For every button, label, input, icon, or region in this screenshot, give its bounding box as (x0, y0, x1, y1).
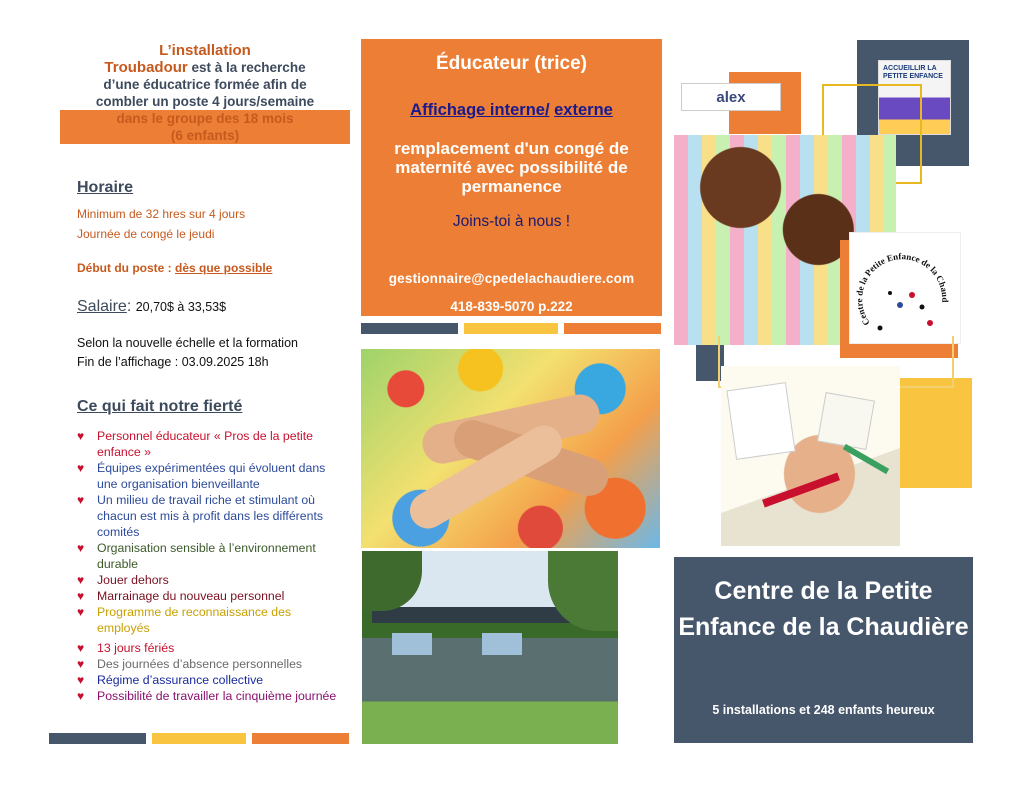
fierte-item-text: Programme de reconnaissance des employés (97, 605, 292, 635)
heart-bullet-icon: ♥ (77, 641, 85, 655)
salaire-row (77, 298, 226, 316)
fierte-item (77, 460, 347, 492)
fierte-item-text: Organisation sensible à l’environnement durable (97, 541, 316, 571)
intro-line-3: d’une éducatrice formée afin de (103, 77, 307, 92)
intro-text (60, 42, 350, 144)
fierte-item-text: Équipes expérimentées qui évoluent dans une organisation bienveillante (97, 461, 326, 491)
installation-name: Troubadour (104, 59, 188, 76)
intro-line-6: (6 enfants) (60, 127, 350, 144)
fierte-item-text: Des journées d’absence personnelles (97, 657, 303, 671)
fierte-item (77, 640, 347, 656)
affichage-externe: externe (554, 101, 613, 119)
fierte-item-text: Marrainage du nouveau personnel (97, 589, 285, 603)
cpe-logo-text: Centre de la Petite Enfance de la Chaud (854, 251, 951, 328)
fierte-item-text: Un milieu de travail riche et stimulant où chacun est mis à profit dans les différents comités (97, 493, 324, 539)
svg-text:Centre de la Petite Enfance de (850, 233, 950, 327)
decor-bar-yellow (152, 733, 246, 744)
decor-bar-orange-2 (564, 323, 661, 334)
alex-logo-text: alex (716, 88, 746, 106)
fierte-item-text: Personnel éducateur « Pros de la petite enfance » (97, 429, 314, 459)
heart-bullet-icon: ♥ (77, 605, 85, 619)
photo-building (362, 551, 618, 744)
fierte-item-text: Possibilité de travailler la cinquième journée (97, 689, 337, 703)
org-name: Centre de la Petite Enfance de la Chaudière (678, 577, 969, 641)
fierte-item-text: Régime d’assurance collective (97, 673, 264, 687)
fierte-heading: Ce qui fait notre fierté (77, 398, 243, 415)
decor-square-yellow (900, 378, 972, 488)
heart-bullet-icon: ♥ (77, 657, 85, 671)
heart-bullet-icon: ♥ (77, 541, 85, 555)
heart-bullet-icon: ♥ (77, 689, 85, 703)
salaire-heading: Salaire (77, 298, 127, 315)
heart-bullet-icon: ♥ (77, 573, 85, 587)
intro-line-4: combler un poste 4 jours/semaine (95, 94, 315, 109)
affichage-line (361, 101, 662, 120)
salaire-value: 20,70$ à 33,53$ (135, 300, 227, 314)
org-tagline: 5 installations et 248 enfants heureux (712, 703, 935, 717)
intro-line-1: L’installation (159, 42, 251, 59)
contact-phone[interactable]: 418-839-5070 p.222 (450, 299, 573, 314)
salaire-colon: : (126, 298, 136, 315)
fierte-item (77, 672, 347, 688)
fierte-item-text: Jouer dehors (97, 573, 169, 587)
horaire-line-2: Journée de congé le jeudi (77, 227, 215, 241)
fierte-item (77, 656, 347, 672)
heart-bullet-icon: ♥ (77, 429, 85, 443)
fierte-item (77, 688, 347, 704)
fierte-item-text: 13 jours fériés (97, 641, 175, 655)
fierte-item (77, 588, 347, 604)
join-text: Joins-toi à nous ! (452, 213, 571, 230)
intro-line-5: dans le groupe des 18 mois (60, 110, 350, 127)
fierte-item (77, 572, 347, 588)
affichage-interne: Affichage interne/ (410, 101, 550, 119)
fierte-list (77, 428, 347, 704)
debut-value: dès que possible (175, 261, 273, 275)
contact-email[interactable]: gestionnaire@cpedelachaudiere.com (388, 271, 635, 286)
fin-affichage: Fin de l’affichage : 03.09.2025 18h (77, 355, 269, 369)
cpe-logo (849, 232, 961, 344)
heart-bullet-icon: ♥ (77, 589, 85, 603)
fierte-item (77, 492, 347, 540)
intro-line-2: est à la recherche (187, 60, 306, 75)
decor-bar-navy (49, 733, 146, 744)
decor-bar-navy-2 (361, 323, 458, 334)
alex-logo (681, 83, 781, 111)
debut-label: Début du poste : (77, 261, 175, 275)
org-box (674, 557, 973, 743)
book-title: ACCUEILLIR LA PETITE ENFANCE (883, 65, 943, 80)
photo-children-drawing (721, 366, 900, 546)
heart-bullet-icon: ♥ (77, 493, 85, 507)
photo-hands-stacked (361, 349, 660, 548)
horaire-heading: Horaire (77, 179, 134, 196)
debut-poste (77, 261, 272, 275)
salaire-note-echelle: Selon la nouvelle échelle et la formation (77, 336, 298, 350)
job-title: Éducateur (trice) (436, 53, 587, 74)
fierte-item (77, 428, 347, 460)
fierte-item (77, 540, 347, 572)
job-poster-box (361, 39, 662, 316)
intro-block (60, 42, 350, 144)
heart-bullet-icon: ♥ (77, 461, 85, 475)
fierte-item (77, 604, 347, 636)
horaire-line-1: Minimum de 32 hres sur 4 jours (77, 207, 246, 221)
decor-bar-yellow-2 (464, 323, 558, 334)
decor-bar-orange (252, 733, 349, 744)
heart-bullet-icon: ♥ (77, 673, 85, 687)
remplacement-text: remplacement d'un congé de maternité avec possibilité de permanence (394, 139, 629, 196)
